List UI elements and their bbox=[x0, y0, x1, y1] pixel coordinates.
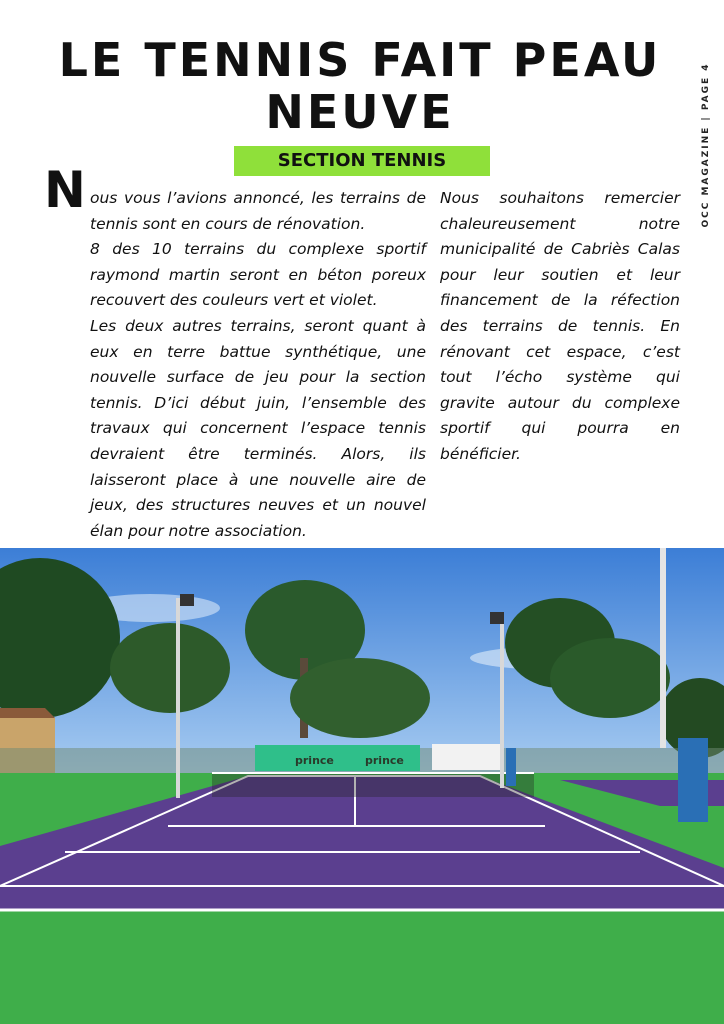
pole-pad bbox=[506, 748, 516, 786]
light-pole bbox=[176, 598, 180, 798]
paragraph-2: 8 des 10 terrains du complexe sportif raymond martin seront en béton poreux recouvert des couleurs vert et violet. bbox=[90, 240, 426, 310]
windscreen-brand-1: prince bbox=[295, 754, 334, 767]
van bbox=[432, 744, 502, 770]
tree bbox=[550, 638, 670, 718]
article-right-column bbox=[440, 186, 680, 468]
drop-cap: N bbox=[44, 161, 86, 219]
tennis-net bbox=[212, 773, 534, 797]
magazine-page-label: OCC MAGAZINE | PAGE 4 bbox=[701, 62, 711, 228]
paragraph-thanks: Nous souhaitons remercier chaleureusement notre municipalité de Cabriès Calas pour leur soutien et leur financement de la réfection des terrains de tennis. En rénovant cet espace, c’est tout l’écho système qui gravite autour du complexe sportif qui pourra en bénéficier. bbox=[440, 189, 680, 463]
pole-pad bbox=[678, 738, 708, 822]
tree bbox=[110, 623, 230, 713]
page-side-label bbox=[698, 60, 714, 230]
tree bbox=[290, 658, 430, 738]
windscreen-brand-2: prince bbox=[365, 754, 404, 767]
paragraph-3: Les deux autres terrains, seront quant à eux en terre battue synthétique, une nouvelle surface de jeu pour la section tennis. D’ici début juin, l’ensemble des travaux qui concernent l’espace tennis devraient être terminés. Alors, ils laisseront place à une nouvelle aire de jeux, des structures neuves et un nouvel élan pour notre association. bbox=[90, 316, 426, 540]
article-left-column bbox=[90, 186, 426, 544]
light-head bbox=[490, 612, 504, 624]
section-badge: SECTION TENNIS bbox=[234, 146, 490, 176]
light-head bbox=[180, 594, 194, 606]
tennis-court-photo bbox=[0, 548, 724, 1024]
page-title: LE TENNIS FAIT PEAU NEUVE bbox=[58, 33, 662, 139]
light-pole bbox=[500, 618, 504, 788]
paragraph-1: ous vous l’avions annoncé, les terrains de tennis sont en cours de rénovation. bbox=[90, 189, 426, 233]
light-pole bbox=[660, 548, 666, 748]
